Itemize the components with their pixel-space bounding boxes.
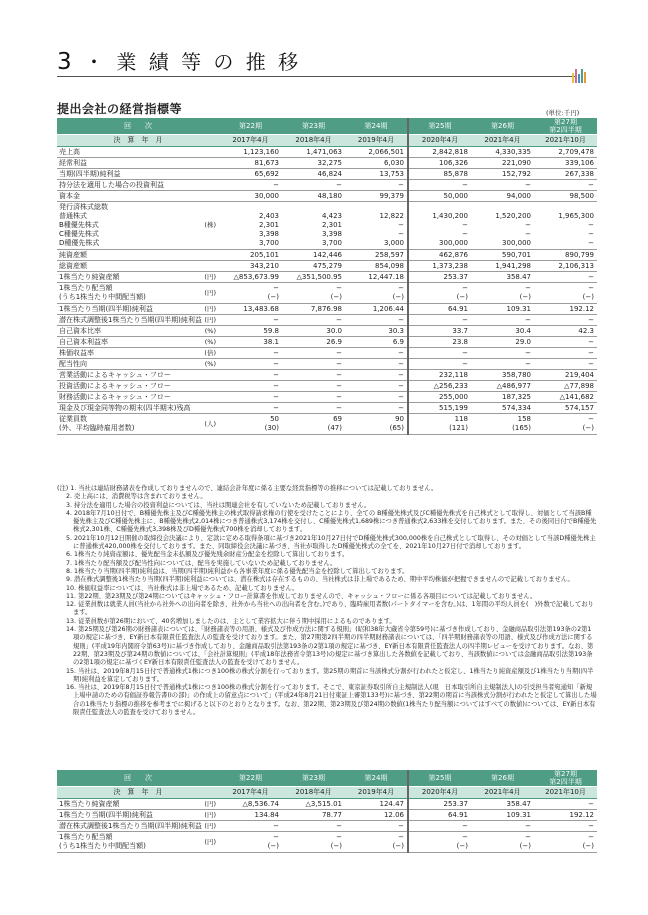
header-period-cell: 2020年4月 — [408, 135, 471, 147]
value-cell: − — [534, 180, 597, 191]
value-cell: 4,423 2,301 3,398 3,700 — [282, 202, 345, 250]
footnote: 13. 従業員数が第26期において、40名増加しましたのは、主として業容拡大に伴う期中採用によるものであります。 — [66, 617, 396, 625]
value-cell: 253.37 — [408, 272, 471, 283]
row-label: 純資産額 — [57, 250, 187, 261]
header-label-cell: 決 算 年 月 — [57, 135, 219, 147]
header-label-cell: 回 次 — [57, 118, 219, 135]
value-cell: − — [282, 381, 345, 392]
value-cell: 2,403 2,301 3,398 3,700 — [219, 202, 282, 250]
value-cell: 33.7 — [408, 326, 471, 337]
value-cell: 59.8 — [219, 326, 282, 337]
value-cell: 109.31 — [471, 304, 534, 315]
value-cell: 46,824 — [282, 169, 345, 180]
value-cell: 85,878 — [408, 169, 471, 180]
value-cell: △486,977 — [471, 381, 534, 392]
value-cell: − — [282, 403, 345, 414]
value-cell: 99,379 — [345, 191, 408, 202]
row-unit — [187, 250, 219, 261]
value-cell: 2,106,313 — [534, 261, 597, 272]
table-row — [57, 326, 597, 337]
value-cell: 50,000 — [408, 191, 471, 202]
value-cell: − — [471, 348, 534, 359]
table-row — [57, 381, 597, 392]
row-label: 総資産額 — [57, 261, 187, 272]
row-label: 自己資本利益率 — [57, 337, 187, 348]
row-unit: (円) — [187, 304, 219, 315]
value-cell: 574,157 — [534, 403, 597, 414]
value-cell: − — [345, 370, 408, 381]
value-cell: 2,709,478 — [534, 147, 597, 158]
table-row — [57, 169, 597, 180]
row-label: 財務活動によるキャッシュ・フロー — [57, 392, 187, 403]
value-cell: − — [534, 272, 597, 283]
value-cell: 253.37 — [408, 799, 471, 810]
color-bar — [581, 69, 583, 83]
row-unit: (%) — [187, 337, 219, 348]
value-cell: − — [408, 315, 471, 326]
value-cell: 152,792 — [471, 169, 534, 180]
value-cell: 1,123,160 — [219, 147, 282, 158]
value-cell: − (−) — [345, 832, 408, 853]
value-cell: 4,330,335 — [471, 147, 534, 158]
header-period-cell: 2019年4月 — [345, 135, 408, 147]
header-period-cell: 第22期 — [219, 770, 282, 787]
value-cell: 2,066,501 — [345, 147, 408, 158]
value-cell: − — [219, 370, 282, 381]
per-share-reference-table — [57, 770, 597, 853]
table-row — [57, 810, 597, 821]
footnote: (注) 1. 当社は連結財務諸表を作成しておりませんので、連結会計年度に係る主要な経営指標等の推移については記載しておりません。 — [57, 485, 438, 492]
value-cell: − (−) — [471, 832, 534, 853]
value-cell: − — [471, 821, 534, 832]
row-unit — [187, 180, 219, 191]
value-cell: 118 (121) — [408, 414, 471, 435]
value-cell: 1,373,238 — [408, 261, 471, 272]
header-period-cell: 第26期 — [471, 770, 534, 787]
value-cell: 358,780 — [471, 370, 534, 381]
table-header-row — [57, 770, 597, 787]
row-label: 1株当たり配当額 (うち1株当たり中間配当額) — [57, 832, 187, 853]
table-header-row — [57, 135, 597, 147]
footnote: 5. 2021年10月12日開催の取締役会決議により、定款に定める取得条項に基づき2021年10月27日付でD種優先株式300,000株を自己株式として取得し、その対価として当該D種優先株主に普通株式420,000株を交付しております。また、同取締役会決議に基づき、当社が取得したD種優先株式の全てを、2021年10月27日付で消却しております。 — [66, 534, 596, 551]
header-period-cell: 2021年10月 — [534, 135, 597, 147]
row-label: 投資活動によるキャッシュ・フロー — [57, 381, 187, 392]
header-period-cell: 2017年4月 — [219, 135, 282, 147]
value-cell: 1,206.44 — [345, 304, 408, 315]
value-cell: − — [219, 359, 282, 370]
value-cell: 29.0 — [471, 337, 534, 348]
value-cell: 890,799 — [534, 250, 597, 261]
color-bar — [578, 74, 580, 83]
value-cell: 30,000 — [219, 191, 282, 202]
row-unit: (円) — [187, 272, 219, 283]
value-cell: 255,000 — [408, 392, 471, 403]
value-cell: 219,404 — [534, 370, 597, 381]
value-cell: − (−) — [219, 283, 282, 304]
row-label: 1株当たり当期(四半期)純利益 — [57, 304, 187, 315]
table-row — [57, 370, 597, 381]
value-cell: 158 (165) — [471, 414, 534, 435]
value-cell: 38.1 — [219, 337, 282, 348]
value-cell: 30.0 — [282, 326, 345, 337]
footnote: 16. 当社は、2019年8月15日付で普通株式1株につき100株の株式分割を行っております。そこで、東京証券取引所自主規制法人(現 日本取引所自主規制法人)の引受担当者宛通知「新規上場申請のための有価証券報告書(Ⅰの部)」の作成上の留意点について」(平成24年8月21日付東証上審第133号)に基づき、第22期の期首に当該株式分割が行われたと仮定して算出した場合の1株当たり指標の推移を参考までに掲げると以下のとおりとなります。なお、第22期、第23期及び第24期の数値(1株当たり配当額についてはすべての数値)については、EY新日本有限責任監査法人の監査を受けておりません。 — [66, 684, 597, 717]
value-cell: 574,334 — [471, 403, 534, 414]
table-row — [57, 359, 597, 370]
financial-indicators-table — [57, 118, 597, 435]
color-bar — [575, 69, 577, 83]
header-period-cell: 第25期 — [408, 770, 471, 787]
row-label: 潜在株式調整後1株当たり当期(四半期)純利益 — [59, 316, 202, 324]
value-cell: 106,326 — [408, 158, 471, 169]
value-cell: 90 (65) — [345, 414, 408, 435]
header-period-cell: 第27期 第2四半期 — [534, 770, 597, 787]
value-cell: 12,447.18 — [345, 272, 408, 283]
table-row — [57, 392, 597, 403]
value-cell: − — [345, 821, 408, 832]
row-label: 持分法を適用した場合の投資利益 — [57, 180, 187, 191]
value-cell: − (−) — [408, 832, 471, 853]
footnote: 7. 1株当たり配当額及び配当性向については、配当を実施していないため記載しておりません。 — [66, 559, 337, 567]
table-title: 提出会社の経営指標等 — [57, 102, 183, 116]
value-cell: 142,446 — [282, 250, 345, 261]
header-period-cell: 第24期 — [345, 770, 408, 787]
table-header-row — [57, 787, 597, 799]
row-unit: (円) — [187, 315, 219, 326]
value-cell: 12.06 — [345, 810, 408, 821]
value-cell: 124.47 — [345, 799, 408, 810]
value-cell: − — [345, 403, 408, 414]
value-cell: − — [219, 821, 282, 832]
value-cell: 65,692 — [219, 169, 282, 180]
value-cell: − — [534, 348, 597, 359]
value-cell: − — [345, 315, 408, 326]
row-label: 売上高 — [57, 147, 187, 158]
value-cell: 1,941,298 — [471, 261, 534, 272]
value-cell: − — [219, 348, 282, 359]
header-period-cell: 2021年4月 — [471, 135, 534, 147]
header-period-cell: 第22期 — [219, 118, 282, 135]
table-row — [57, 821, 597, 832]
color-bar — [584, 72, 586, 83]
row-unit: (株) — [187, 202, 219, 250]
header-period-cell: 第26期 — [471, 118, 534, 135]
footnote: 3. 持分法を適用した場合の投資利益については、当社は関連会社を有していないため記載しておりません。 — [66, 501, 371, 509]
value-cell: 358.47 — [471, 799, 534, 810]
row-label: 自己資本比率 — [57, 326, 187, 337]
value-cell: △853,673.99 — [219, 272, 282, 283]
value-cell: 30.3 — [345, 326, 408, 337]
value-cell: − — [282, 821, 345, 832]
value-cell: − (−) — [282, 283, 345, 304]
value-cell: − — [282, 359, 345, 370]
value-cell: 192.12 — [534, 810, 597, 821]
footnote: 10. 株価収益率については、当社株式は非上場であるため、記載しておりません。 — [66, 584, 299, 592]
value-cell: − — [219, 315, 282, 326]
value-cell: 30.4 — [471, 326, 534, 337]
value-cell: 462,876 — [408, 250, 471, 261]
value-cell: − — [408, 821, 471, 832]
row-label: 株価収益率 — [57, 348, 187, 359]
header-period-cell: 2018年4月 — [282, 135, 345, 147]
row-unit: (円) — [187, 810, 219, 821]
header-label-cell: 決 算 年 月 — [57, 787, 219, 799]
value-cell: 64.91 — [408, 810, 471, 821]
value-cell: △77,898 — [534, 381, 597, 392]
table-row — [57, 147, 597, 158]
table-row — [57, 315, 597, 326]
value-cell: 69 (47) — [282, 414, 345, 435]
value-cell: 854,098 — [345, 261, 408, 272]
value-cell: − (−) — [534, 414, 597, 435]
table-row — [57, 180, 597, 191]
value-cell: − (−) — [219, 832, 282, 853]
value-cell: 13,753 — [345, 169, 408, 180]
value-cell: − — [345, 180, 408, 191]
footnote: 9. 潜在株式調整後1株当たり当期(四半期)純利益については、潜在株式は存在するものの、当社株式は非上場であるため、期中平均株価が把握できませんので記載しておりません。 — [66, 576, 574, 584]
header-period-cell: 第25期 — [408, 118, 471, 135]
value-cell: 192.12 — [534, 304, 597, 315]
footnote: 15. 当社は、2019年8月15日付で普通株式1株につき100株の株式分割を行っております。第25期の期首に当該株式分割が行われたと仮定し、1株当たり純資産額及び1株当たり当期(四半期)純利益を算定しております。 — [66, 667, 594, 683]
value-cell: 64.91 — [408, 304, 471, 315]
header-period-cell: 第24期 — [345, 118, 408, 135]
value-cell: − — [534, 337, 597, 348]
value-cell: 48,180 — [282, 191, 345, 202]
value-cell: − — [282, 315, 345, 326]
value-cell: − — [408, 180, 471, 191]
header-period-cell: 2019年4月 — [345, 787, 408, 799]
value-cell: − — [219, 381, 282, 392]
value-cell: 50 (30) — [219, 414, 282, 435]
value-cell: 7,876.98 — [282, 304, 345, 315]
row-unit — [187, 392, 219, 403]
footnote: 12. 従業員数は就業人員(当社から社外への出向者を除き、社外から当社への出向者を含む。)であり、臨時雇用者数(パートタイマーを含む。)は、1年間の平均人員を( )外数で記載しております。 — [66, 601, 594, 617]
value-cell: − — [345, 359, 408, 370]
value-cell: − — [345, 381, 408, 392]
color-bar — [572, 73, 574, 83]
value-cell: 221,090 — [471, 158, 534, 169]
row-unit — [187, 158, 219, 169]
row-label: 1株当たり純資産額 — [57, 272, 187, 283]
header-period-cell: 2020年4月 — [408, 787, 471, 799]
table-row — [57, 261, 597, 272]
header-period-cell: 2021年10月 — [534, 787, 597, 799]
value-cell: 42.3 — [534, 326, 597, 337]
value-cell: − (−) — [471, 283, 534, 304]
value-cell: 258,597 — [345, 250, 408, 261]
unit-label: (単位:千円) — [546, 109, 580, 117]
section-number: 3 — [57, 49, 75, 75]
value-cell: 1,471,063 — [282, 147, 345, 158]
row-unit: (円) — [187, 832, 219, 853]
row-label: 資本金 — [57, 191, 187, 202]
header-period-cell: 2017年4月 — [219, 787, 282, 799]
table-row — [57, 403, 597, 414]
row-label: 配当性向 — [57, 359, 187, 370]
row-unit — [187, 169, 219, 180]
value-cell: 267,338 — [534, 169, 597, 180]
header-label-cell: 回 次 — [57, 770, 219, 787]
value-cell: 109.31 — [471, 810, 534, 821]
value-cell: 26.9 — [282, 337, 345, 348]
row-unit: (%) — [187, 326, 219, 337]
table-row — [57, 799, 597, 810]
value-cell: − (−) — [282, 832, 345, 853]
value-cell: 98,500 — [534, 191, 597, 202]
value-cell: 339,106 — [534, 158, 597, 169]
row-label: 現金及び現金同等物の期末(四半期末)残高 — [59, 404, 191, 412]
row-unit: (倍) — [187, 348, 219, 359]
value-cell: − (−) — [345, 283, 408, 304]
value-cell: △8,536.74 — [219, 799, 282, 810]
footnote: 6. 1株当たり純資産額は、優先配当金未払額及び優先残余財産分配金を控除して算出しております。 — [66, 551, 349, 559]
row-label: 潜在株式調整後1株当たり当期(四半期)純利益 — [59, 822, 202, 830]
row-unit — [187, 147, 219, 158]
value-cell: 12,822 − − 3,000 — [345, 202, 408, 250]
value-cell: − — [408, 359, 471, 370]
section-dot: ・ — [84, 50, 107, 74]
footnote: 8. 1株当たり当期(四半期)純利益は、当期(四半期)純利益から各事業年度に係る優先配当金を控除して算出しております。 — [66, 567, 409, 575]
table-row — [57, 202, 597, 250]
value-cell: 94,000 — [471, 191, 534, 202]
value-cell: − — [282, 370, 345, 381]
value-cell: − — [282, 392, 345, 403]
table-row — [57, 250, 597, 261]
header-period-cell: 第23期 — [282, 118, 345, 135]
row-label: 1株当たり配当額 (うち1株当たり中間配当額) — [57, 283, 187, 304]
row-unit: (円) — [187, 821, 219, 832]
value-cell: − — [534, 821, 597, 832]
value-cell: − (−) — [408, 283, 471, 304]
footnotes — [57, 485, 597, 717]
header-rule — [57, 76, 577, 77]
row-unit: (円) — [187, 799, 219, 810]
color-bars-decoration — [572, 64, 587, 83]
row-unit — [187, 261, 219, 272]
row-unit — [187, 370, 219, 381]
value-cell: 13,483.68 — [219, 304, 282, 315]
value-cell: △256,233 — [408, 381, 471, 392]
value-cell: − (−) — [534, 283, 597, 304]
value-cell: △3,515.01 — [282, 799, 345, 810]
value-cell: 32,275 — [282, 158, 345, 169]
value-cell: 1,965,300 − − − — [534, 202, 597, 250]
value-cell: − — [282, 348, 345, 359]
value-cell: − — [345, 348, 408, 359]
value-cell: △351,500.95 — [282, 272, 345, 283]
value-cell: − — [471, 315, 534, 326]
footnote: 14. 第25期及び第26期の財務諸表については、「財務諸表等の用語、様式及び作成方法に関する規則」(昭和38年大蔵省令第59号)に基づき作成しており、金融商品取引法第193条の2第1項の規定に基づき、EY新日本有限責任監査法人の監査を受けております。また、第27期第2四半期の四半期財務諸表については、「四半期財務諸表等の用語、様式及び作成方法に関する規則」(平成19年内閣府令第63号)に基づき作成しており、金融商品取引法第193条の2第1項の規定に基づき、EY新日本有限責任監査法人の四半期レビューを受けております。なお、第22期、第23期及び第24期の数値については、「会社計算規則」(平成18年法務省令第13号)の規定に基づき算出した各数値を記載しており、当該数値については金融商品取引法第193条の2第1項の規定に基づくEY新日本有限責任監査法人の監査を受けておりません。 — [66, 626, 594, 667]
row-unit — [187, 191, 219, 202]
value-cell: 1,430,200 − − 300,000 — [408, 202, 471, 250]
value-cell: − — [219, 403, 282, 414]
footnote: 11. 第22期、第23期及び第24期についてはキャッシュ・フロー計算書を作成しておりませんので、キャッシュ・フローに係る各項目については記載しておりません。 — [66, 592, 537, 600]
table-row — [57, 191, 597, 202]
row-unit — [187, 381, 219, 392]
value-cell: 6,030 — [345, 158, 408, 169]
value-cell: △141,682 — [534, 392, 597, 403]
value-cell: − — [471, 359, 534, 370]
value-cell: 23.8 — [408, 337, 471, 348]
table-row — [57, 283, 597, 304]
value-cell: 6.9 — [345, 337, 408, 348]
table-row — [57, 158, 597, 169]
row-unit: (人) — [187, 414, 219, 435]
row-label: 従業員数 (外、平均臨時雇用者数) — [57, 414, 187, 435]
table-row — [57, 272, 597, 283]
row-label: 1株当たり当期(四半期)純利益 — [57, 810, 187, 821]
value-cell: 1,520,200 − − 300,000 — [471, 202, 534, 250]
value-cell: − — [345, 392, 408, 403]
value-cell: 515,199 — [408, 403, 471, 414]
footnote: 2. 売上高には、消費税等は含まれておりません。 — [66, 493, 207, 501]
table-row — [57, 348, 597, 359]
value-cell: − — [534, 315, 597, 326]
value-cell: 81,673 — [219, 158, 282, 169]
table-header-row — [57, 118, 597, 135]
table-row — [57, 337, 597, 348]
section-title: 業 績 等 の 推 移 — [116, 50, 302, 74]
value-cell: − — [408, 348, 471, 359]
row-label: 営業活動によるキャッシュ・フロー — [57, 370, 187, 381]
value-cell: − (−) — [534, 832, 597, 853]
value-cell: − — [534, 359, 597, 370]
footnote: 4. 2018年7月10日付で、B種優先株主及びC種優先株主の株式取得請求権の行使を受けたことにより、全ての B種優先株式及びC種優先株式を自己株式として取得し、対価として当該B種優先株主及びC種優先株主に、B種優先株式2,014株につき普通株式3,174株を交付し、C種優先株式1,689株につき普通株式2,633株を交付しております。また、その後同日付でB種優先株式2,301株、C種優先株式3,398株及びD種優先株式700株を消却しております。 — [66, 509, 597, 534]
row-unit — [187, 403, 219, 414]
value-cell: 343,210 — [219, 261, 282, 272]
value-cell: − — [219, 392, 282, 403]
value-cell: 590,701 — [471, 250, 534, 261]
header-period-cell: 第23期 — [282, 770, 345, 787]
value-cell: 358.47 — [471, 272, 534, 283]
table-row — [57, 414, 597, 435]
row-label: 経常利益 — [57, 158, 187, 169]
row-label: 発行済株式総数 普通株式 B種優先株式 C種優先株式 D種優先株式 — [57, 202, 187, 250]
header-period-cell: 2021年4月 — [471, 787, 534, 799]
value-cell: − — [471, 180, 534, 191]
value-cell: 78.77 — [282, 810, 345, 821]
row-unit: (円) — [187, 283, 219, 304]
value-cell: 205,101 — [219, 250, 282, 261]
page-header — [57, 46, 301, 75]
header-period-cell: 2018年4月 — [282, 787, 345, 799]
row-label: 当期(四半期)純利益 — [57, 169, 187, 180]
value-cell: − — [534, 799, 597, 810]
header-period-cell: 第27期 第2四半期 — [534, 118, 597, 135]
table-row — [57, 304, 597, 315]
value-cell: − — [282, 180, 345, 191]
row-label: 1株当たり純資産額 — [57, 799, 187, 810]
value-cell: − — [219, 180, 282, 191]
value-cell: 2,842,818 — [408, 147, 471, 158]
row-unit: (%) — [187, 359, 219, 370]
value-cell: 134.84 — [219, 810, 282, 821]
table-row — [57, 832, 597, 853]
value-cell: 232,118 — [408, 370, 471, 381]
value-cell: 475,279 — [282, 261, 345, 272]
value-cell: 187,325 — [471, 392, 534, 403]
